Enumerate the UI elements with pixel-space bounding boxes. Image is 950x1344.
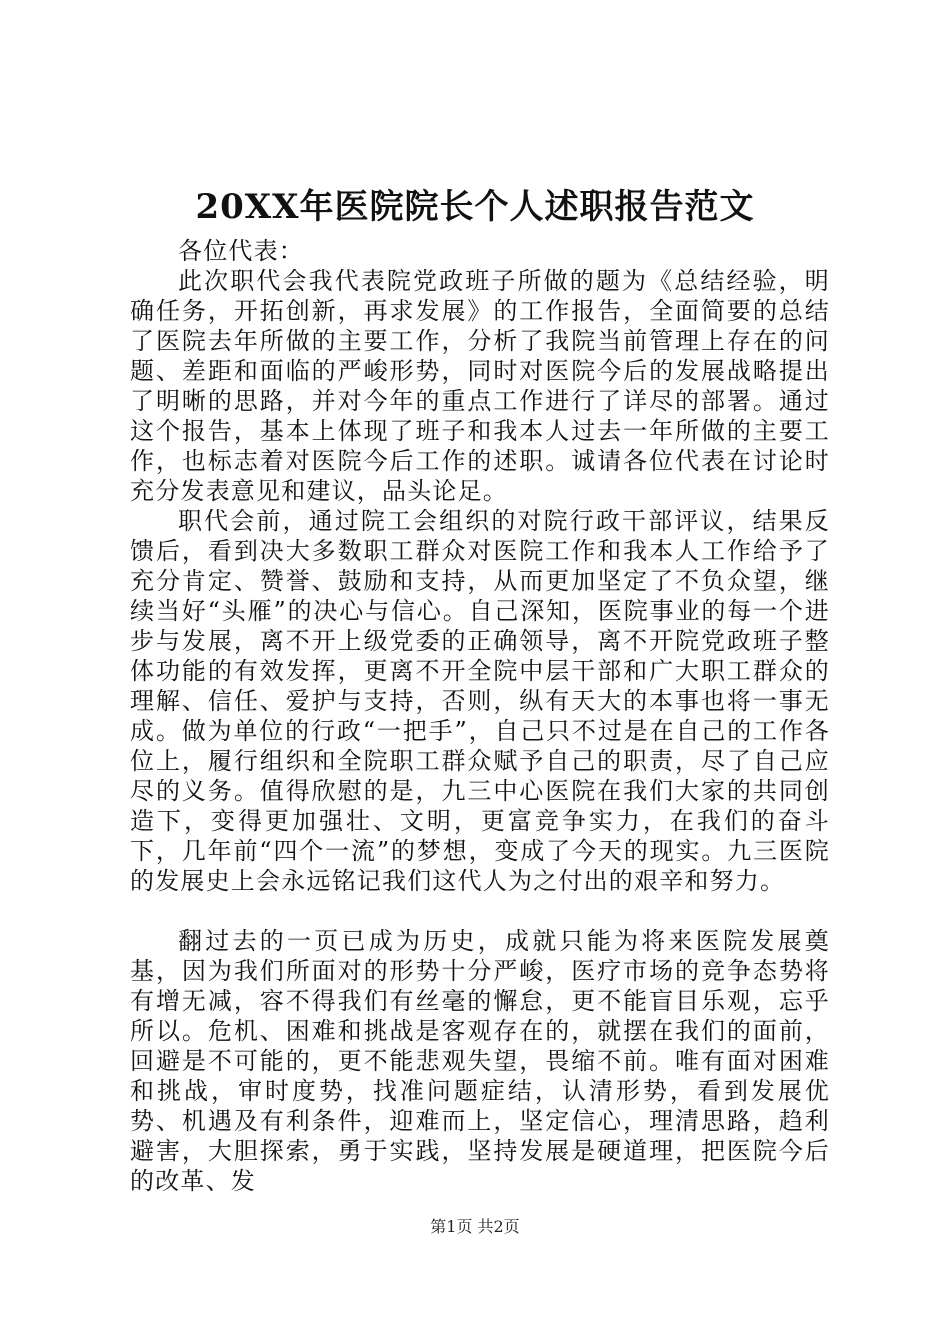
paragraph-3: 翻过去的一页已成为历史，成就只能为将来医院发展奠基，因为我们所面对的形势十分严峻，医疗市场的竞争态势将有增无减，容不得我们有丝毫的懈怠，更不能盲目乐观，忘乎所以。危机、困难和挑战是客观存在的，就摆在我们的面前，回避是不可能的，更不能悲观失望，畏缩不前。唯有面对困难和挑战，审时度势，找准问题症结，认清形势，看到发展优势、机遇及有利条件，迎难而上，坚定信心，理清思路，趋利避害，大胆探索，勇于实践，坚持发展是硬道理，把医院今后的改革、发 [130, 927, 830, 1195]
page-footer: 第1页 共2页 [430, 1217, 520, 1236]
document-title: 20XX年医院院长个人述职报告范文 [195, 187, 755, 227]
paragraph-1: 此次职代会我代表院党政班子所做的题为《总结经验，明确任务，开拓创新，再求发展》的工作报告，全面简要的总结了医院去年所做的主要工作，分析了我院当前管理上存在的问题、差距和面临的严峻形势，同时对医院今后的发展战略提出了明晰的思路，并对今年的重点工作进行了详尽的部署。通过这个报告，基本上体现了班子和我本人过去一年所做的主要工作，也标志着对医院今后工作的述职。诚请各位代表在讨论时充分发表意见和建议，品头论足。 [130, 267, 830, 505]
salutation: 各位代表： [178, 237, 304, 265]
document-body [130, 236, 830, 1196]
paragraph-2: 职代会前，通过院工会组织的对院行政干部评议，结果反馈后，看到决大多数职工群众对医院工作和我本人工作给予了充分肯定、赞誉、鼓励和支持，从而更加坚定了不负众望，继续当好“头雁”的决心与信心。自己深知，医院事业的每一个进步与发展，离不开上级党委的正确领导，离不开院党政班子整体功能的有效发挥，更离不开全院中层干部和广大职工群众的理解、信任、爱护与支持，否则，纵有天大的本事也将一事无成。做为单位的行政“一把手”，自己只不过是在自己的工作各位上，履行组织和全院职工群众赋予自己的职责，尽了自己应尽的义务。值得欣慰的是，九三中心医院在我们大家的共同创造下，变得更加强壮、文明，更富竞争实力，在我们的奋斗下，几年前“四个一流”的梦想，变成了今天的现实。九三医院的发展史上会永远铭记我们这代人为之付出的艰辛和努力。 [130, 507, 830, 895]
